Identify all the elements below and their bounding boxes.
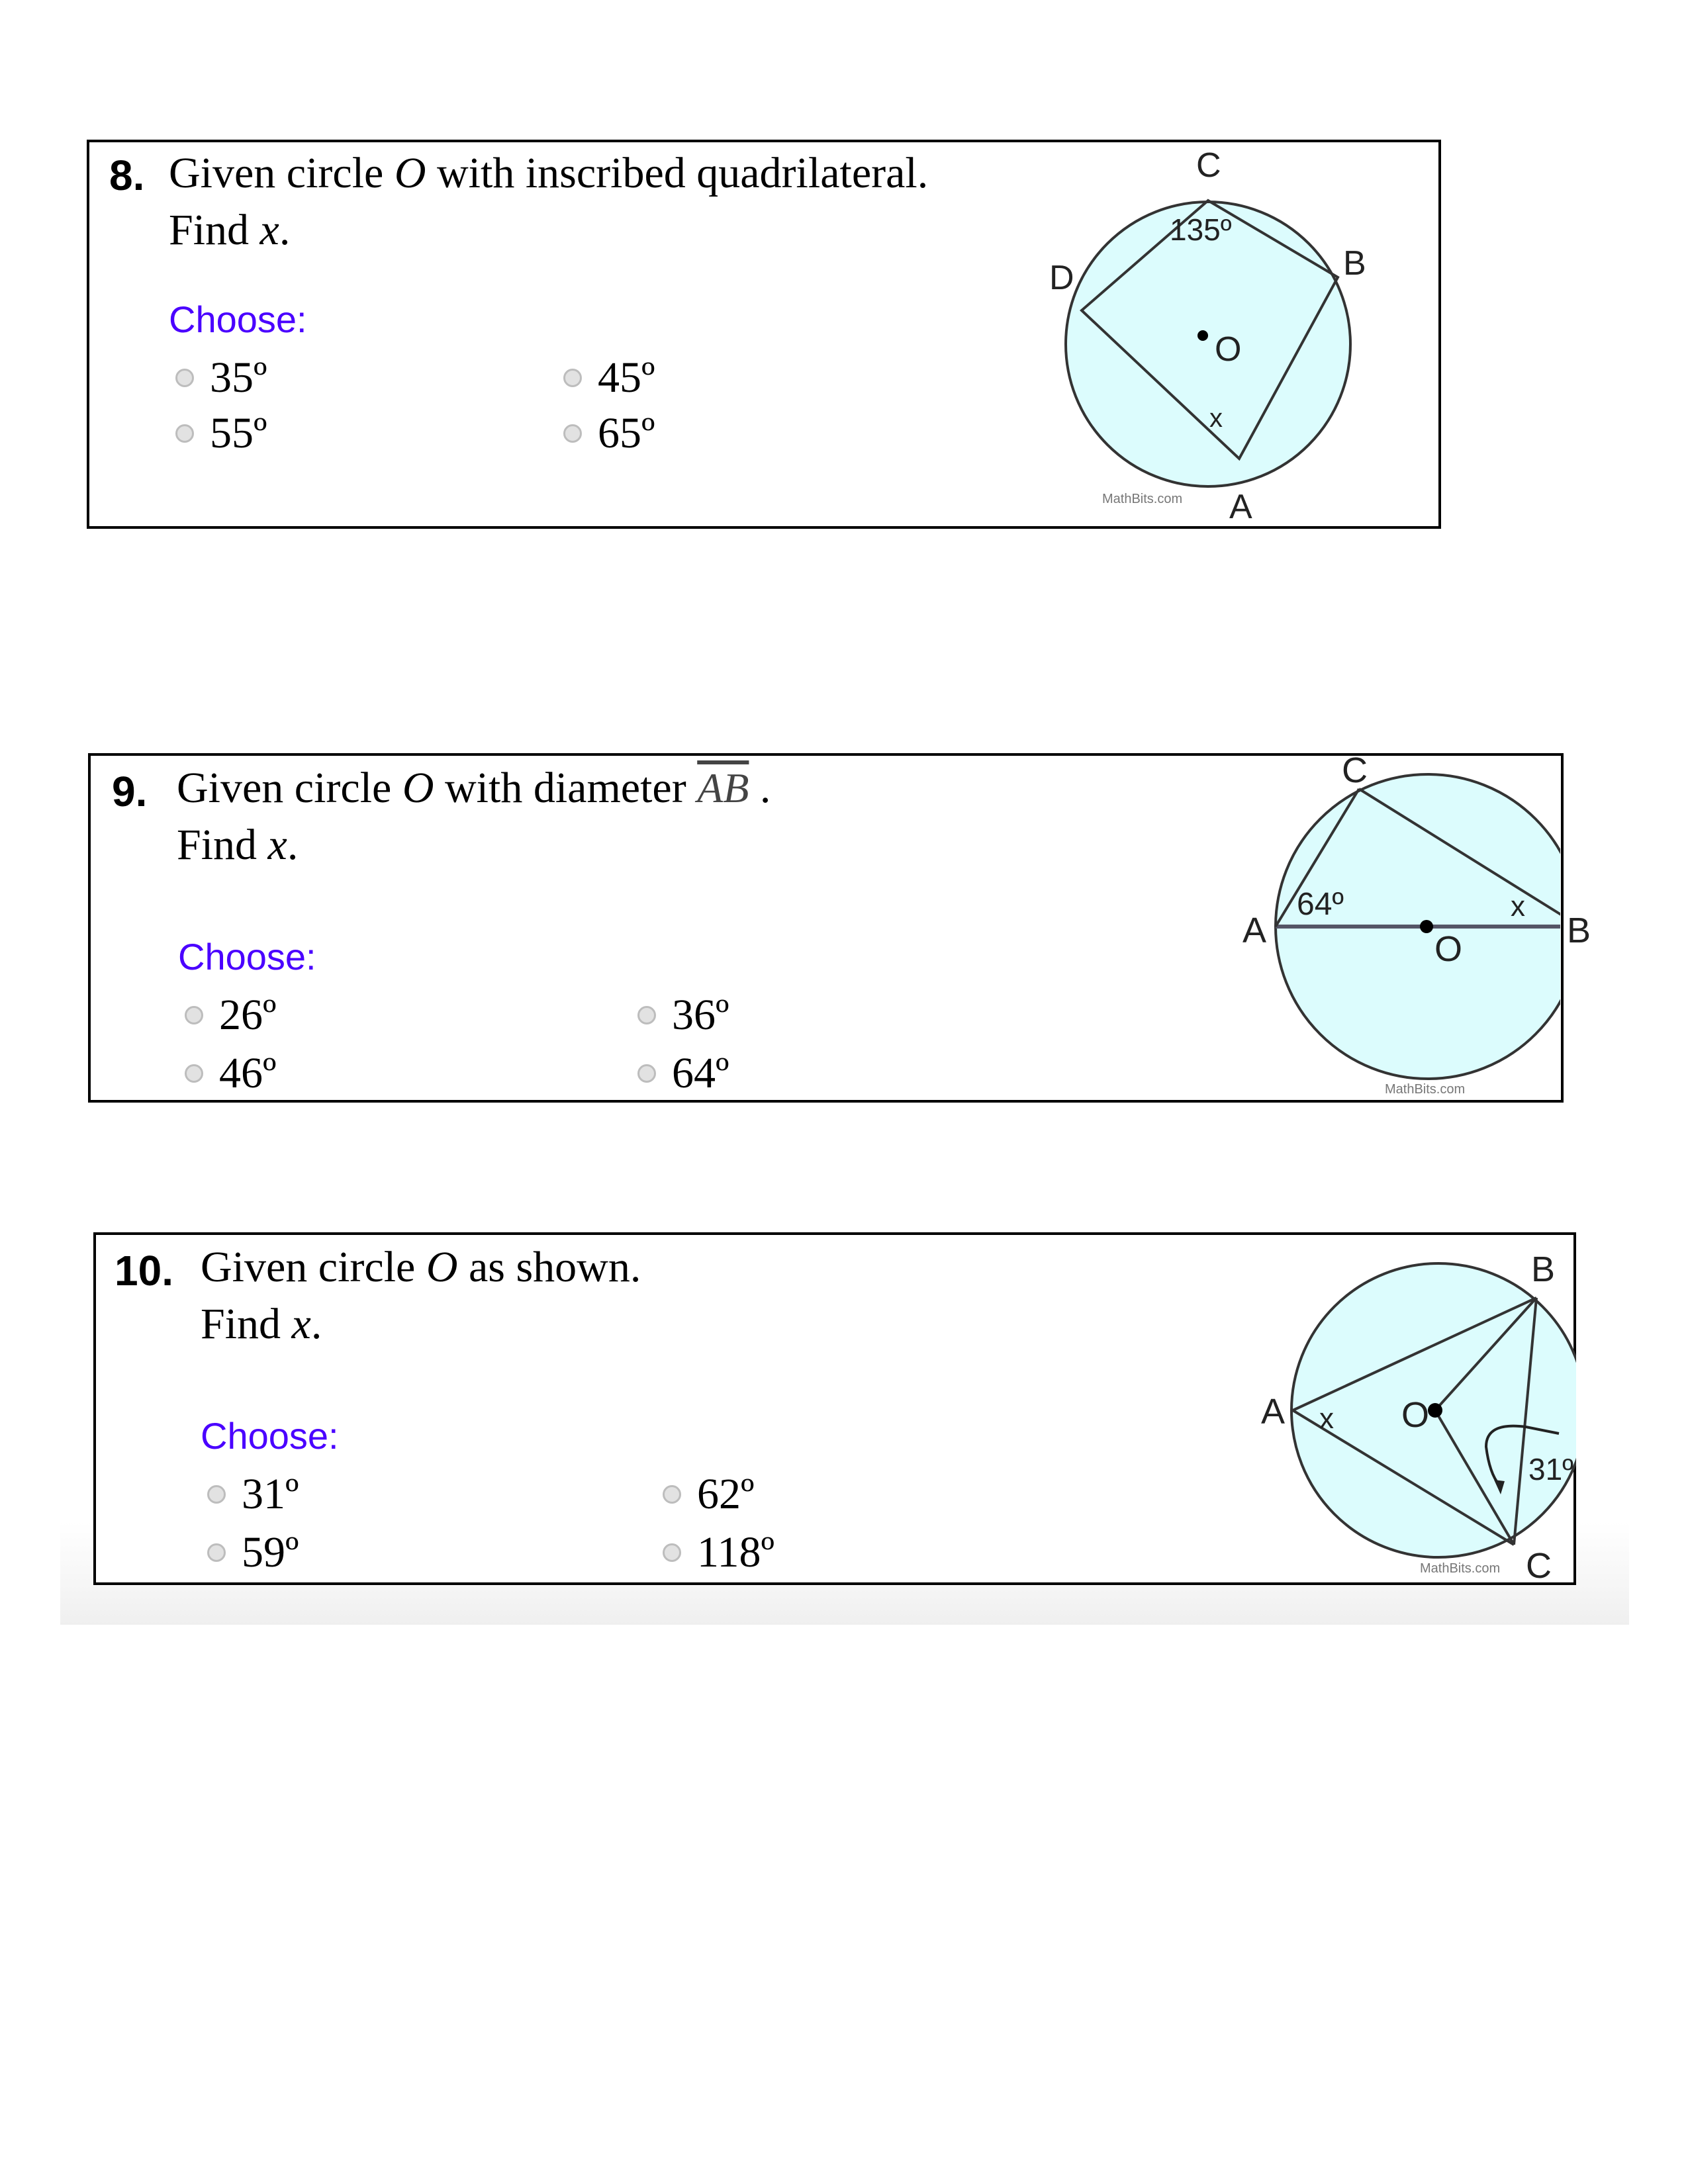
- radio-button[interactable]: [175, 369, 194, 387]
- option-label: 35º: [210, 353, 267, 402]
- variable-x: x: [259, 206, 279, 254]
- angle-label: 64º: [1297, 887, 1344, 922]
- circle-diagram-q8: [1029, 142, 1440, 526]
- label-b: B: [1567, 911, 1591, 950]
- watermark: MathBits.com: [1385, 1082, 1466, 1097]
- radio-button[interactable]: [185, 1006, 203, 1024]
- label-o: O: [1434, 929, 1463, 969]
- option-45[interactable]: [563, 351, 655, 404]
- question-text-part: Given circle: [201, 1243, 426, 1291]
- label-a: A: [1243, 911, 1267, 950]
- option-label: 62º: [697, 1470, 755, 1518]
- label-c: C: [1342, 756, 1368, 790]
- variable-x: x: [267, 821, 287, 869]
- option-label: 118º: [697, 1528, 775, 1576]
- radio-button[interactable]: [563, 369, 582, 387]
- radio-button[interactable]: [637, 1064, 656, 1083]
- label-a: A: [1229, 488, 1252, 526]
- option-64[interactable]: [637, 1047, 729, 1100]
- option-65[interactable]: [563, 407, 655, 460]
- radio-button[interactable]: [207, 1543, 226, 1562]
- watermark: MathBits.com: [1102, 492, 1183, 506]
- variable-x: x: [291, 1300, 311, 1348]
- label-b: B: [1343, 244, 1366, 283]
- option-36[interactable]: [637, 989, 729, 1042]
- question-text-part: .: [749, 764, 771, 812]
- option-59[interactable]: [207, 1526, 299, 1579]
- label-b: B: [1531, 1250, 1556, 1289]
- question-text-part: .: [279, 206, 291, 254]
- choose-label: Choose:: [178, 936, 316, 978]
- question-text-part: Given circle: [169, 149, 395, 197]
- question-text-part: .: [310, 1300, 322, 1348]
- variable-o: O: [426, 1243, 458, 1291]
- circle-diagram-q9: [1143, 756, 1591, 1100]
- radio-button[interactable]: [663, 1543, 681, 1562]
- radio-button[interactable]: [185, 1064, 203, 1083]
- label-c: C: [1526, 1546, 1552, 1584]
- question-text-part: Find: [169, 206, 260, 254]
- label-o: O: [1215, 330, 1242, 369]
- question-9-box: [88, 753, 1591, 1103]
- option-label: 55º: [210, 409, 267, 457]
- question-8-box: [87, 140, 1441, 529]
- question-text-part: as shown.: [457, 1243, 641, 1291]
- question-text: [201, 1239, 641, 1353]
- label-o: O: [1401, 1395, 1430, 1435]
- question-text-part: Find: [177, 821, 268, 869]
- option-35[interactable]: [175, 351, 267, 404]
- option-label: 59º: [242, 1528, 299, 1576]
- label-x: x: [1209, 404, 1223, 433]
- variable-o: O: [394, 149, 426, 197]
- label-c: C: [1196, 146, 1221, 185]
- segment-ab: $\overline{AB}$: [697, 764, 749, 811]
- option-55[interactable]: [175, 407, 267, 460]
- radio-button[interactable]: [207, 1485, 226, 1504]
- option-label: 46º: [219, 1049, 277, 1097]
- radio-button[interactable]: [563, 424, 582, 443]
- question-text-part: with diameter: [434, 764, 698, 812]
- question-number: 8.: [109, 152, 145, 199]
- question-text-part: Given circle: [177, 764, 402, 812]
- option-46[interactable]: [185, 1047, 276, 1100]
- option-label: 64º: [672, 1049, 729, 1097]
- label-a: A: [1261, 1392, 1286, 1432]
- option-label: 36º: [672, 991, 729, 1039]
- label-x: x: [1319, 1402, 1334, 1435]
- variable-o: O: [402, 764, 434, 812]
- question-text-part: .: [287, 821, 299, 869]
- question-10-box: [93, 1232, 1576, 1585]
- angle-label: 135º: [1170, 212, 1232, 247]
- label-x: x: [1511, 890, 1525, 923]
- option-label: 65º: [598, 409, 655, 457]
- option-26[interactable]: [185, 989, 276, 1042]
- option-label: 45º: [598, 353, 655, 402]
- radio-button[interactable]: [637, 1006, 656, 1024]
- angle-label: 31º: [1528, 1452, 1573, 1486]
- option-label: 26º: [219, 991, 277, 1039]
- radio-button[interactable]: [663, 1485, 681, 1504]
- option-118[interactable]: [663, 1526, 774, 1579]
- question-number: 9.: [112, 768, 148, 815]
- choose-label: Choose:: [201, 1415, 339, 1457]
- option-62[interactable]: [663, 1468, 754, 1521]
- option-31[interactable]: [207, 1468, 299, 1521]
- question-text: [177, 760, 771, 874]
- question-text-part: with inscribed quadrilateral.: [426, 149, 929, 197]
- watermark: MathBits.com: [1420, 1561, 1501, 1576]
- question-number: 10.: [115, 1247, 173, 1295]
- question-text-part: Find: [201, 1300, 292, 1348]
- circle-diagram-q10: [1155, 1235, 1576, 1584]
- radio-button[interactable]: [175, 424, 194, 443]
- choose-label: Choose:: [169, 298, 307, 340]
- option-label: 31º: [242, 1470, 299, 1518]
- question-text: [169, 145, 928, 259]
- label-d: D: [1049, 259, 1074, 297]
